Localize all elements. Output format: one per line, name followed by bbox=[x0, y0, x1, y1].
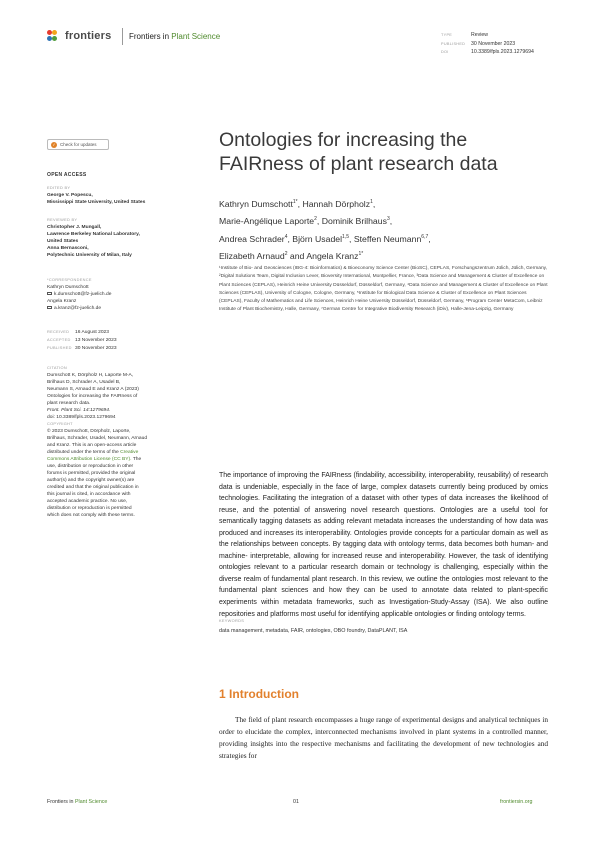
correspondence-block: *CORRESPONDENCE Kathryn Dumschott k.dumschott@fz-juelich.de Angela Kranz a.kranz@fz-juelich.de bbox=[47, 277, 112, 311]
article-title: Ontologies for increasing the FAIRness of plant research data bbox=[219, 129, 498, 175]
reviewed-by-block: REVIEWED BY Christopher J. Mungall, Lawrence Berkeley National Laboratory, United States Anna Bernasconi, Polytechnic University of Milan, Italy bbox=[47, 217, 140, 258]
footer-journal: Frontiers in Plant Science bbox=[47, 799, 108, 805]
edited-by-block: EDITED BY George V. Popescu, Mississippi State University, United States bbox=[47, 185, 146, 205]
email-icon bbox=[47, 292, 52, 296]
frontiers-logo-icon bbox=[47, 30, 61, 42]
update-check-icon: ✓ bbox=[52, 142, 56, 147]
author: Dominik Brilhaus bbox=[321, 216, 387, 227]
author: Andrea Schrader bbox=[219, 233, 285, 244]
keywords-label: KEYWORDS bbox=[219, 618, 245, 623]
check-updates-button[interactable]: ✓ Check for updates bbox=[47, 139, 109, 150]
page-number: 01 bbox=[293, 799, 299, 805]
author: Björn Usadel bbox=[292, 233, 343, 244]
author: Marie-Angélique Laporte bbox=[219, 216, 315, 227]
footer-site-link[interactable]: frontiersin.org bbox=[500, 799, 533, 805]
email-icon bbox=[47, 306, 52, 310]
author: Steffen Neumann bbox=[353, 233, 422, 244]
citation-block: CITATION Dumschott K, Dörpholz H, Laporte M-A, Brilhaus D, Schrader A, Usadel B, Neumann S, Arnaud E and Kranz A (2023) Ontologies for increasing the FAIRness of plant research data. Front. Plant Sci. 14:1279694. doi: 10.3389/fpls.2023.1279694 bbox=[47, 365, 139, 420]
author: Angela Kranz bbox=[306, 251, 359, 262]
abstract: The importance of improving the FAIRness (findability, accessibility, interoperability, reusability) of research data is undeniable, especially in the face of large, complex datasets currently being produced by omics technologies. Facilitating the integration of a dataset with other types of data increases the likelihood of reuse, and the potential of answering novel research questions. Ontologies are a useful tool for semantically tagging datasets as adding relevant metadata increases the understanding of how data was produced and increases its interoperability. Ontologies provide concepts for a particular domain as well as the relationships between concepts. By tagging data with ontology terms, data becomes both human- and machine- interpretable, allowing for increased reuse and interoperability. However, the task of identifying ontologies relevant to a particular research domain or technology is challenging, especially within the diverse realm of fundamental plant research. In this review, we outline the ontologies most relevant to the fundamental plant sciences and how they can be used to annotate data related to plant-specific experiments within metadata frameworks, such as Investigation-Study-Assay (ISA). We also outline repositories and platforms most useful for identifying applicable ontologies or finding ontology terms. bbox=[219, 472, 548, 618]
dates-block: RECEIVED 16 August 2023 ACCEPTED 13 November 2023 PUBLISHED 30 November 2023 bbox=[47, 329, 117, 351]
author-list: Kathryn Dumschott$^{1*}$, Hannah Dörpholz$^1$, Marie-Angélique Laporte$^2$, Dominik Brilhaus$^3$, Andrea Schrader$^4$, Björn Usadel$^{1,5}$, Steffen Neumann$^{6,7}$, Elizabeth Arnaud$^2$ and Angela Kranz$^{1*}$ bbox=[219, 198, 431, 262]
license-link[interactable]: Creative bbox=[120, 450, 139, 455]
open-access-label: OPEN ACCESS bbox=[47, 172, 87, 178]
keywords: data management, metadata, FAIR, ontologies, OBO foundry, DataPLANT, ISA bbox=[219, 628, 408, 634]
affiliations: ¹Institute of Bio- and Geosciences (IBG-4: Bioinformatics) & Bioeconomy Science Center (BioSC), CEPLAS, Forschungszentrum Jülich, Jülich, Germany, ²Digital Solutions Team, Digital Inclusion Lever, Bioversity International, Montpellier, France, ³Data Science and Management & Cluster of Excellence on Plant Sciences (CEPLAS), Heinrich Heine University Düsseldorf, Düsseldorf, Germany, ⁴Data Science and Management & Cluster of Excellence on Plant Sciences (CEPLAS), University of Cologne, Cologne, Germany, ⁵Institute for Biological Data Science & Cluster of Excellence on Plant Sciences (CEPLAS), Faculty of Mathematics and Life Sciences, Heinrich Heine University Düsseldorf, Düsseldorf, Germany, ⁶Program Center MetaCom, Leibniz Institute of Plant Biochemistry, Halle, Germany, ⁷German Centre for Integrative Biodiversity Research (iDiv), Halle-Jena-Leipzig, Germany bbox=[219, 266, 548, 313]
logo-text: frontiers bbox=[65, 30, 112, 42]
doi-link[interactable]: 10.3389/fpls.2023.1279694 bbox=[471, 49, 534, 55]
frontiers-logo bbox=[47, 30, 111, 42]
copyright-block: COPYRIGHT © 2023 Dumschott, Dörpholz, Laporte, Brilhaus, Schrader, Usadel, Neumann, Arnaud and Kranz. This is an open-access article distributed under the terms of the Creative Commons Attribution License (CC BY). The use, distribution or reproduction in other forums is permitted, provided the original author(s) and the copyright owner(s) are credited and that the original publication in this journal is cited, in accordance with accepted academic practice. No use, distribution or reproduction is permitted which does not comply with these terms. bbox=[47, 421, 148, 518]
section-heading: 1 Introduction bbox=[219, 687, 300, 701]
author: Kathryn Dumschott bbox=[219, 198, 293, 209]
license-link[interactable]: Commons Attribution License (CC BY). bbox=[47, 457, 132, 462]
intro-paragraph: The field of plant research encompasses a huge range of experimental designs and analytical techniques in order to elucidate the complex, interconnected mechanisms involved in plant systems in a controlled manner, providing insights into the respective mechanisms and facilitating the development of new technologies and strategies for bbox=[219, 715, 548, 760]
journal-name: Frontiers in Plant Science bbox=[129, 32, 221, 41]
email-link[interactable]: k.dumschott@fz-juelich.de bbox=[54, 292, 112, 297]
author: Elizabeth Arnaud bbox=[219, 251, 285, 262]
header-divider bbox=[122, 28, 123, 45]
author: Hannah Dörpholz bbox=[302, 198, 371, 209]
email-link[interactable]: a.kranz@fz-juelich.de bbox=[54, 306, 102, 311]
article-meta: TYPE Review PUBLISHED 30 November 2023 DOI 10.3389/fpls.2023.1279694 bbox=[441, 32, 534, 55]
